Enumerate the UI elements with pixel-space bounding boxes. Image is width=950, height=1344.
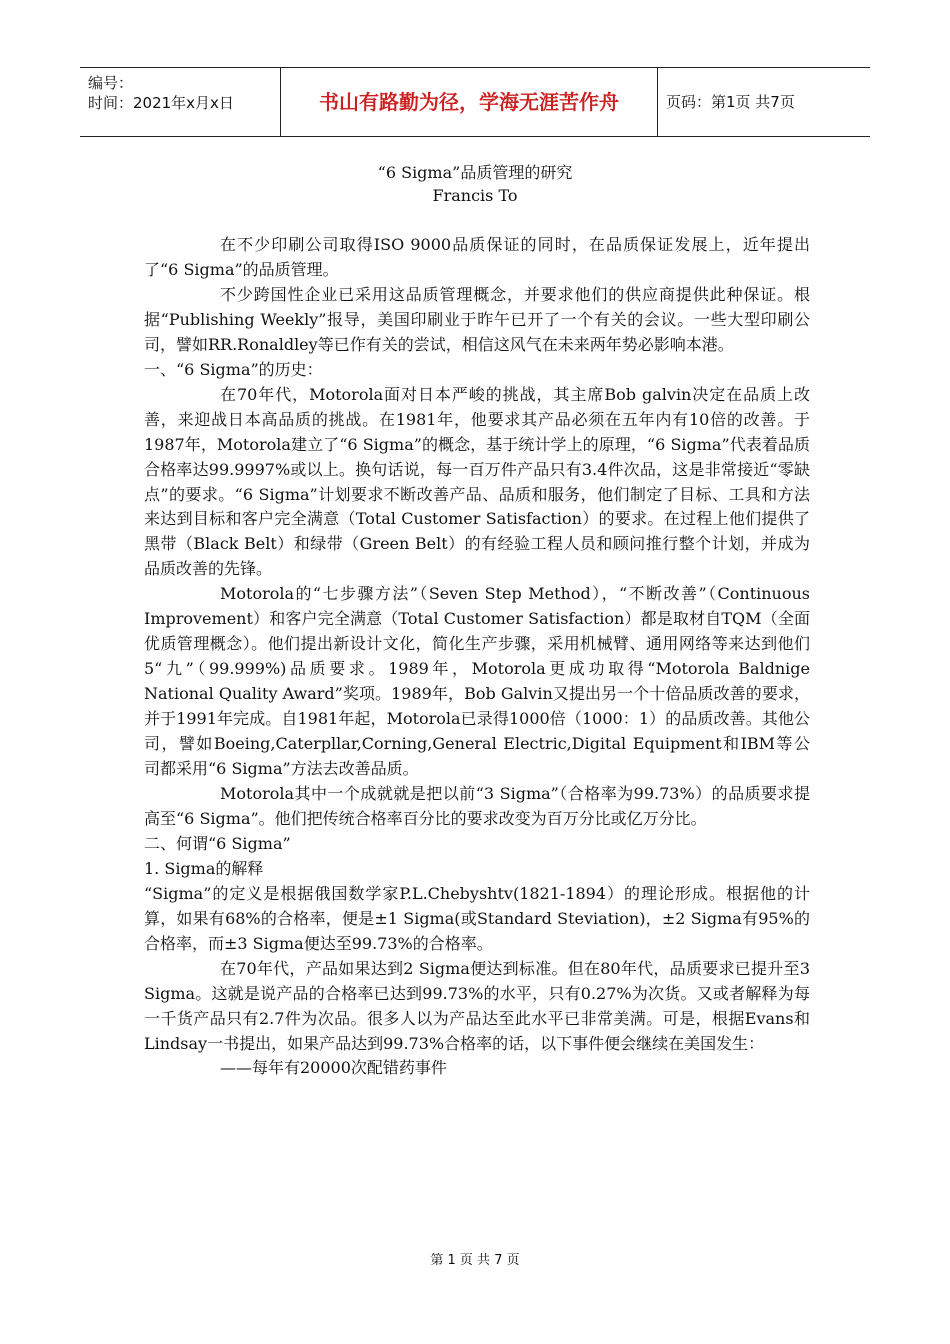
- paragraph-adoption: 不少跨国性企业已采用这品质管理概念，并要求他们的供应商提供此种保证。根据“Publishing Weekly”报导，美国印刷业于昨午已开了一个有关的会议。一些大型印刷公司，譬如RR.Ronaldley等已作有关的尝试，相信这风气在未来两年势必影响本港。: [144, 284, 810, 354]
- paragraph-intro: 在不少印刷公司取得ISO 9000品质保证的同时，在品质保证发展上，近年提出了“6 Sigma”的品质管理。: [144, 235, 810, 279]
- time-label: 时间：2021年x月x日: [88, 94, 234, 112]
- paragraph-methods: Motorola的“七步骤方法”（Seven Step Method），“不断改善”（Continuous Improvement）和客户完全满意（Total Customer Satisfaction）都是取材自TQM（全面优质管理概念）。他们提出新设计文化，简化生产步骤，采用机械臂、通用网络等来达到他们5“九”（99.999%)品质要求。1989年，Motorola更成功取得“Motorola Baldnige National Quality Award”奖项。1989年，Bob Galvin又提出另一个十倍品质改善的要求，并于1991年完成。自1981年起，Motorola已录得1000倍（1000：1）的品质改善。其他公司，譬如Boeing,Caterpllar,Corning,General Electric,Digital Equipment和IBM等公司都采用“6 Sigma”方法去改善品质。: [144, 584, 810, 779]
- header-page-info: 页码：第1页 共7页: [666, 93, 795, 111]
- header-info-cell: [80, 68, 281, 136]
- document-title: “6 Sigma”品质管理的研究: [377, 163, 573, 182]
- document-body: [144, 233, 810, 1081]
- number-label: 编号：: [88, 74, 134, 92]
- list-item-event: ——每年有20000次配错药事件: [220, 1058, 447, 1078]
- paragraph-standards: 在70年代，产品如果达到2 Sigma便达到标准。但在80年代，品质要求已提升至3 Sigma。这就是说产品的合格率已达到99.73%的水平，只有0.27%为次货。又或者解释为每一千货产品只有2.7件为次品。很多人以为产品达至此水平已非常美满。可是，根据Evans和Lindsay一书提出，如果产品达到99.73%合格率的话，以下事件便会继续在美国发生：: [144, 958, 810, 1053]
- header-motto: 书山有路勤为径，学海无涯苦作舟: [281, 68, 658, 136]
- section-heading-definition: 二、何谓“6 Sigma”: [144, 833, 291, 853]
- page-footer: 第 1 页 共 7 页: [430, 1253, 520, 1268]
- header-table: [80, 67, 870, 137]
- paragraph-history: 在70年代，Motorola面对日本严峻的挑战，其主席Bob galvin决定在品质上改善，来迎战日本高品质的挑战。在1981年，他要求其产品必须在五年内有10倍的改善。于1987年，Motorola建立了“6 Sigma”的概念，基于统计学上的原理，“6 Sigma”代表着品质合格率达99.9997%或以上。换句话说，每一百万件产品只有3.4件次品，这是非常接近“零缺点”的要求。“6 Sigma”计划要求不断改善产品、品质和服务，他们制定了目标、工具和方法来达到目标和客户完全满意（Total Customer Satisfaction）的要求。在过程上他们提供了黑带（Black Belt）和绿带（Green Belt）的有经验工程人员和顾问推行整个计划，并成为品质改善的先锋。: [144, 384, 810, 579]
- paragraph-sigma-definition: “Sigma”的定义是根据俄国数学家P.L.Chebyshtv(1821-1894）的理论形成。根据他的计算，如果有68%的合格率，便是±1 Sigma(或Standard Steviation)，±2 Sigma有95%的合格率，而±3 Sigma便达至99.73%的合格率。: [144, 883, 810, 953]
- subheading-sigma: 1. Sigma的解释: [144, 858, 264, 878]
- section-heading-history: 一、“6 Sigma”的历史：: [144, 359, 323, 379]
- document-author: Francis To: [432, 186, 518, 205]
- paragraph-achievement: Motorola其中一个成就就是把以前“3 Sigma”（合格率为99.73%）的品质要求提高至“6 Sigma”。他们把传统合格率百分比的要求改变为百万分比或亿万分比。: [144, 783, 810, 828]
